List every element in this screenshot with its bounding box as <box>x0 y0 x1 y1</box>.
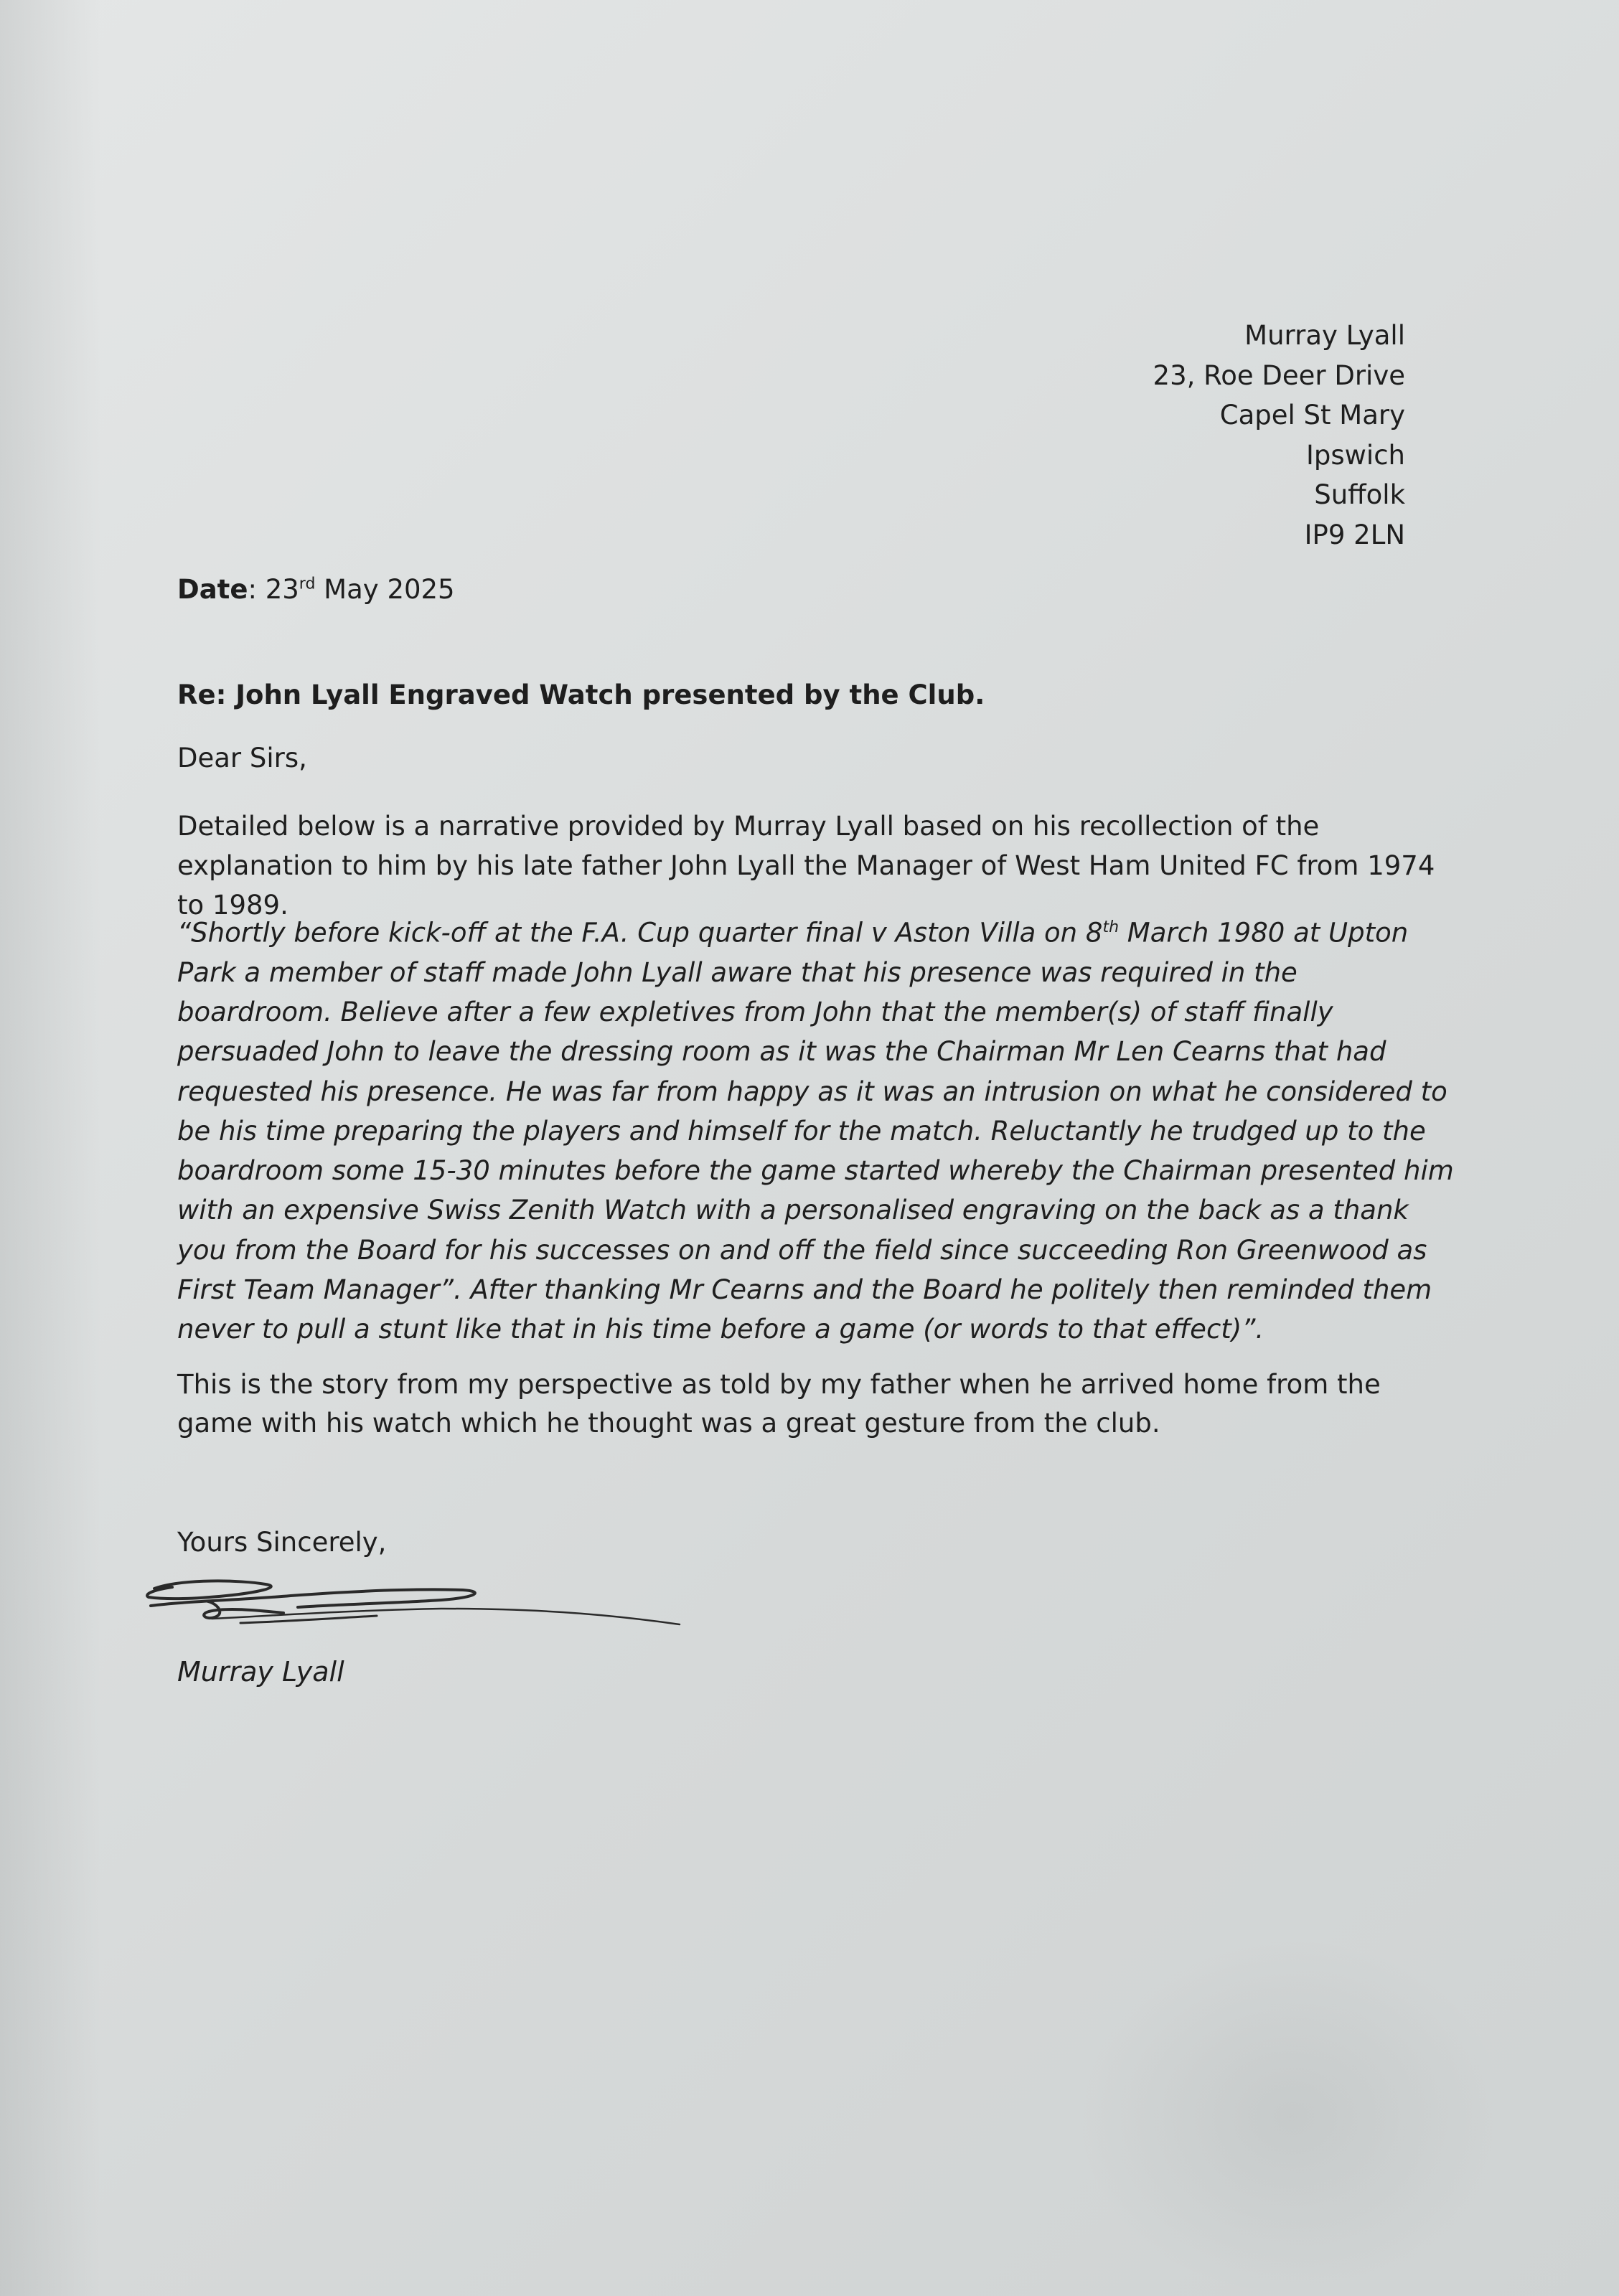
sender-county: Suffolk <box>1314 479 1405 510</box>
letter-date <box>177 574 455 605</box>
sign-off: Yours Sincerely, <box>177 1527 387 1558</box>
date-day: 23 <box>265 574 299 605</box>
intro-paragraph: Detailed below is a narrative provided by Murray Lyall based on his recollection of the explanation to him by his late father John Lyall the Manager of West Ham United FC from 1974 to 1989. <box>177 811 1435 921</box>
closing-paragraph: This is the story from my perspective as told by my father when he arrived home from the game with his watch which he thought was a great gesture from the club. <box>177 1369 1381 1439</box>
sender-name: Murray Lyall <box>1244 320 1405 351</box>
sender-town: Ipswich <box>1305 439 1405 471</box>
date-rest: May 2025 <box>315 574 455 605</box>
signer-name: Murray Lyall <box>177 1656 344 1688</box>
date-label: Date <box>177 574 248 605</box>
sender-street: 23, Roe Deer Drive <box>1153 359 1405 391</box>
date-separator: : <box>248 574 266 605</box>
narrative-ordinal: th <box>1102 918 1120 936</box>
handwritten-signature <box>140 1573 700 1652</box>
sender-address <box>1153 316 1405 555</box>
paper-fold-shadow <box>1076 1937 1507 2296</box>
letter-subject: Re: John Lyall Engraved Watch presented by the Club. <box>177 679 985 710</box>
narrative-part2: March 1980 at Upton Park a member of staff made John Lyall aware that his presence was required in the boardroom. Believe after a few expletives from John that the member(s) of staff finally persuaded John to leave the dressing room as it was the Chairman Mr Len Cearns that had requested his presence. He was far from happy as it was an intrusion on what he considered to be his time preparing the players and himself for the match. Reluctantly he trudged up to the boardroom some 15-30 minutes before the game started whereby the Chairman presented him with an expensive Swiss Zenith Watch with a personalised engraving on the back as a thank you from the Board for his successes on and off the field since succeeding Ron Greenwood as First Team Manager”. After thanking Mr Cearns and the Board he politely then reminded them never to pull a stunt like that in his time before a game (or words to that effect)”. <box>177 917 1454 1345</box>
narrative-part1: “Shortly before kick-off at the F.A. Cup quarter final v Aston Villa on 8 <box>177 917 1103 949</box>
paper-shadow <box>0 0 100 2296</box>
date-day-suffix: rd <box>299 575 316 593</box>
sender-village: Capel St Mary <box>1219 400 1405 430</box>
salutation: Dear Sirs, <box>177 743 307 773</box>
sender-postcode: IP9 2LN <box>1304 519 1405 550</box>
narrative-paragraph <box>177 908 1455 1350</box>
